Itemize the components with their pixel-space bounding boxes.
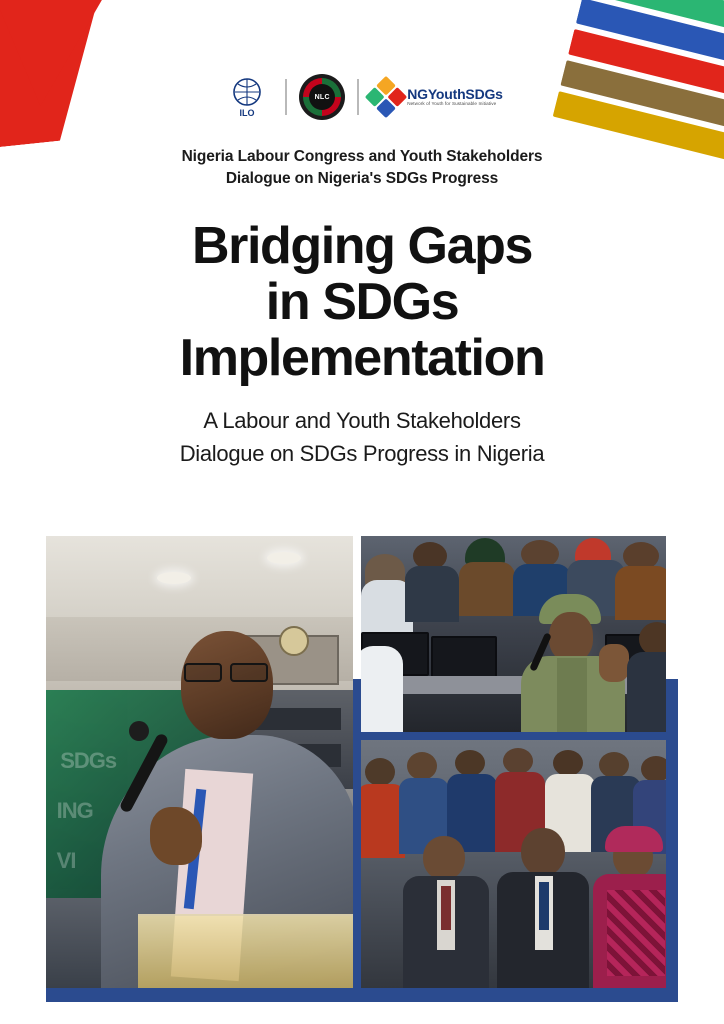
nlc-logo-text: NLC [309, 84, 335, 110]
page-title [0, 218, 724, 386]
ngyouthsdgs-logo [371, 82, 503, 112]
photo-keynote-speaker: SDGs ING VI [46, 536, 353, 988]
headline-line-1: Bridging Gaps [191, 217, 533, 275]
nlc-logo [299, 74, 345, 120]
headline-line-2: in SDGs [265, 273, 459, 332]
headline-line-3: Implementation [179, 329, 545, 388]
logo-row [0, 74, 724, 120]
footer-white-strip [0, 1002, 724, 1024]
ngyouthsdgs-dots-icon [365, 76, 407, 118]
eyebrow-line-2: Dialogue on Nigeria's SDGs Progress [225, 170, 499, 188]
page-subtitle [0, 404, 724, 470]
svg-text:ILO: ILO [239, 108, 255, 118]
eyebrow-line-1: Nigeria Labour Congress and Youth Stakeholders [181, 148, 543, 165]
logo-divider-2 [357, 79, 359, 115]
photo-youth-delegate-speaking [361, 536, 666, 732]
logo-divider [285, 79, 287, 115]
photo-group-delegates [361, 740, 666, 988]
subtitle-line-1: A Labour and Youth Stakeholders [203, 408, 521, 433]
footer-white-margin-left [0, 679, 46, 1024]
ngyouthsdgs-subtitle: Network of Youth for Sustainable Initiative [407, 100, 497, 106]
footer-white-margin-right [678, 679, 724, 1024]
event-organisers-line [0, 146, 724, 191]
photo-collage [46, 536, 666, 988]
ngyouthsdgs-title: NGYouthSDGs [407, 86, 503, 103]
ilo-logo [221, 74, 273, 120]
subtitle-line-2: Dialogue on SDGs Progress in Nigeria [179, 441, 545, 466]
